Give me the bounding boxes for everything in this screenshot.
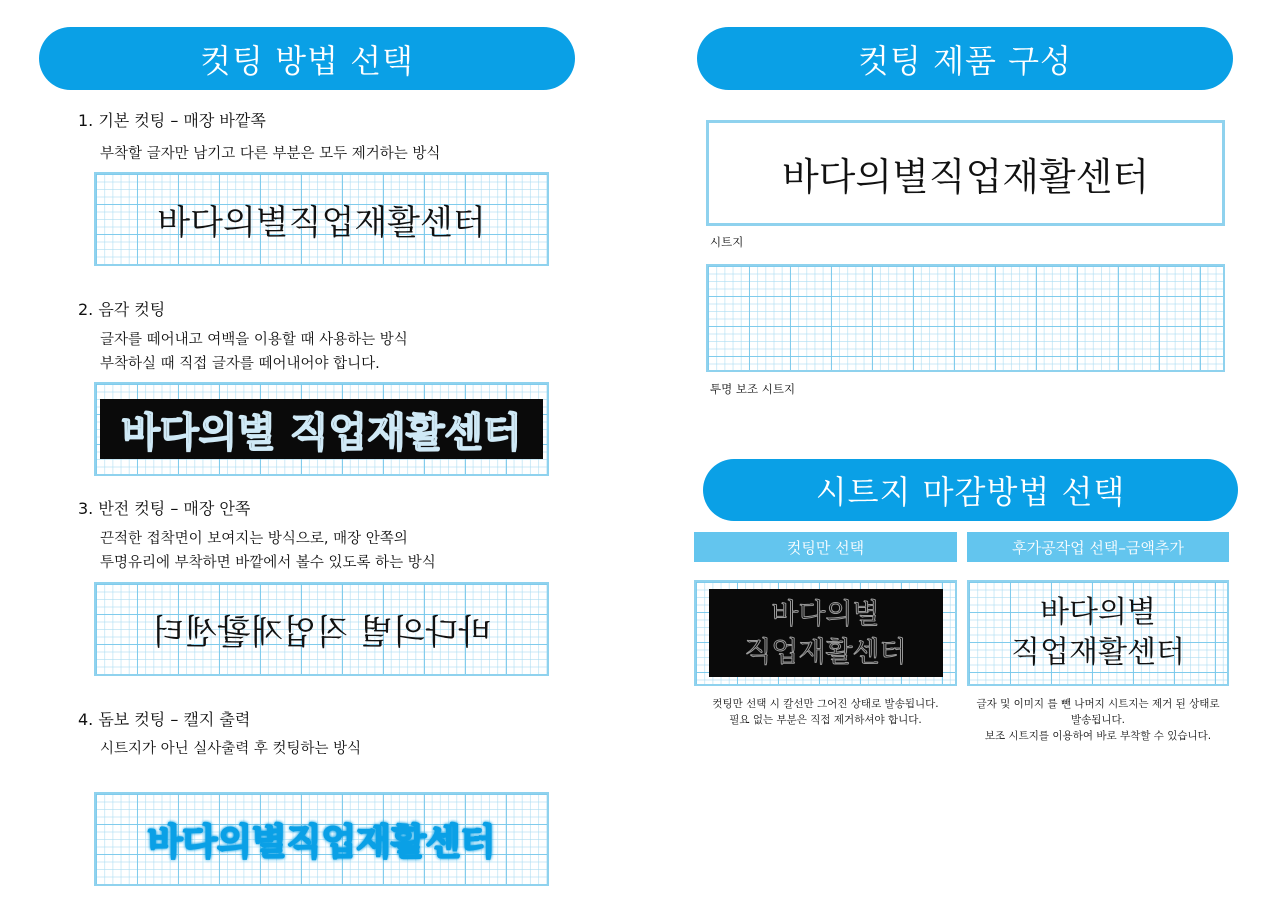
transfer-sheet-sample — [706, 264, 1225, 372]
transfer-sheet-label: 투명 보조 시트지 — [710, 382, 796, 396]
method-3-sample — [94, 582, 549, 676]
finish-method-header: 시트지 마감방법 선택 — [703, 459, 1238, 521]
method-4-title: 4. 돔보 컷팅 – 캘지 출력 — [78, 710, 251, 729]
method-3-title: 3. 반전 컷팅 – 매장 안쪽 — [78, 499, 251, 518]
print-cut-text: 바다의별직업재활센터 — [147, 821, 496, 863]
method-2-desc: 글자를 떼어내고 여백을 이용할 때 사용하는 방식 부착하실 때 직접 글자를 떼어내어야 합니다. — [100, 332, 408, 372]
option-cut-only-sample — [694, 580, 957, 686]
postprocess-line1: 바다의별 — [1040, 595, 1156, 630]
option-postprocess-label: 후가공작업 선택–금액추가 — [967, 532, 1229, 562]
method-1-desc: 부착할 글자만 남기고 다른 부분은 모두 제거하는 방식 — [100, 146, 441, 162]
option-cut-only-note: 컷팅만 선택 시 칼선만 그어진 상태로 발송됩니다. 필요 없는 부분은 직접 제거하셔야 합니다. — [712, 698, 939, 726]
method-1-title: 1. 기본 컷팅 – 매장 바깥쪽 — [78, 111, 266, 130]
sheet-sample — [706, 120, 1225, 226]
method-2-sample — [94, 382, 549, 476]
cut-only-line2: 직업재활센터 — [744, 635, 907, 668]
option-postprocess-note: 글자 및 이미지 를 뺀 나머지 시트지는 제거 된 상태로 발송됩니다. 보조 시트지를 이용하여 바로 부착할 수 있습니다. — [976, 698, 1220, 742]
basic-cut-text: 바다의별직업재활센터 — [157, 202, 486, 243]
method-3-desc: 끈적한 접착면이 보여지는 방식으로, 매장 안쪽의 투명유리에 부착하면 바깥에서 볼수 있도록 하는 방식 — [100, 531, 436, 571]
product-composition-header: 컷팅 제품 구성 — [697, 27, 1233, 90]
cut-only-black-sheet — [709, 589, 943, 677]
engraved-black-sheet — [100, 399, 543, 459]
sheet-label: 시트지 — [710, 235, 744, 249]
option-cut-only-label: 컷팅만 선택 — [694, 532, 957, 562]
cut-only-line1: 바다의별 — [771, 597, 880, 630]
method-4-desc: 시트지가 아닌 실사출력 후 컷팅하는 방식 — [100, 741, 362, 757]
postprocess-line2: 직업재활센터 — [1011, 635, 1185, 670]
mirrored-cut-text: 바다의별 직업재활센터 — [151, 612, 492, 653]
option-postprocess-sample — [967, 580, 1229, 686]
method-4-sample — [94, 792, 549, 886]
cutting-method-header: 컷팅 방법 선택 — [39, 27, 575, 90]
method-1-sample — [94, 172, 549, 266]
sheet-sample-text: 바다의별직업재활센터 — [781, 154, 1150, 199]
method-2-title: 2. 음각 컷팅 — [78, 300, 166, 319]
engraved-cut-text: 바다의별 직업재활센터 — [121, 409, 522, 456]
